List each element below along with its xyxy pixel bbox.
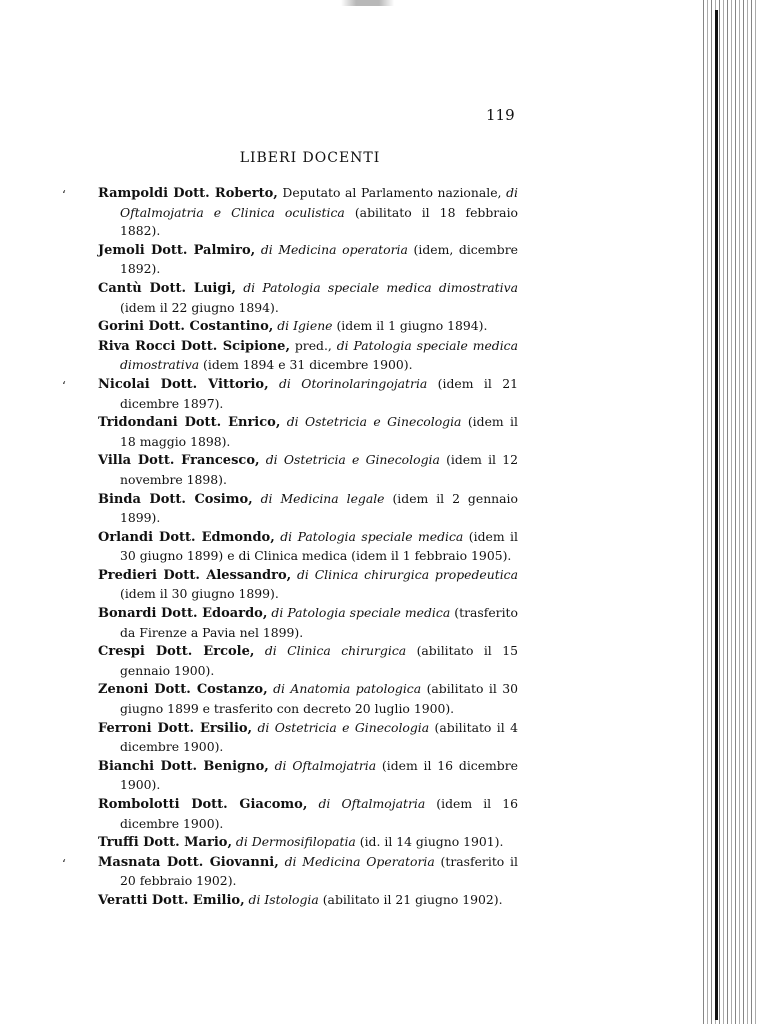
list-item (98, 680, 518, 718)
list-item (98, 279, 518, 317)
entry-subject: di Dermosifilopatia (235, 834, 356, 850)
entry-post: (idem, dicembre 1892). (120, 241, 518, 277)
entry-subject: di Ostetricia e Ginecologia (265, 452, 440, 468)
entry-subject: di Medicina Operatoria (284, 853, 435, 869)
entry-mark: ‘ (62, 188, 66, 202)
entry-name: Truffi Dott. Mario, (98, 835, 232, 851)
entry-post: (idem 1894 e 31 dicembre 1900). (199, 357, 413, 373)
entry-name: Tridondani Dott. Enrico, (98, 415, 281, 431)
list-item (98, 891, 518, 911)
entry-pre (269, 376, 279, 391)
entry-name: Villa Dott. Francesco, (98, 453, 260, 469)
book-page-edge (700, 0, 758, 1024)
entry-name: Predieri Dott. Alessandro, (98, 567, 292, 583)
entry-post: (idem il 21 dicembre 1897). (120, 375, 518, 411)
entry-subject: di Medicina legale (260, 490, 385, 506)
entry-pre (254, 643, 264, 658)
entry-subject: di Ostetricia e Ginecologia (257, 719, 430, 735)
entry-post: (idem il 30 giugno 1899) e di Clinica medica (idem il 1 febbraio 1905). (120, 528, 518, 564)
entry-name: Masnata Dott. Giovanni, (98, 854, 279, 870)
entry-name: Nicolai Dott. Vittorio, (98, 376, 269, 392)
entry-name: Riva Rocci Dott. Scipione, (98, 338, 290, 354)
list-item (98, 719, 518, 757)
list-item (98, 317, 518, 337)
entry-post: (abilitato il 18 febbraio 1882). (120, 204, 518, 239)
entry-name: Crespi Dott. Ercole, (98, 644, 255, 660)
entry-name: Jemoli Dott. Palmiro, (98, 242, 256, 258)
entry-post: (abilitato il 15 gennaio 1900). (120, 643, 518, 678)
list-item (62, 375, 518, 413)
entry-post: (id. il 14 giugno 1901). (355, 834, 504, 850)
entry-name: Orlandi Dott. Edmondo, (98, 529, 275, 545)
entry-subject: di Clinica chirurgica (264, 643, 407, 659)
list-item (98, 566, 518, 604)
page-number: 119 (486, 106, 515, 124)
entry-name: Bonardi Dott. Edoardo, (98, 606, 268, 622)
entry-name: Veratti Dott. Emilio, (98, 892, 245, 908)
entry-name: Bianchi Dott. Benigno, (98, 758, 269, 774)
entry-subject: di Igiene (277, 318, 333, 334)
entry-post: (idem il 30 giugno 1899). (120, 586, 279, 602)
entry-subject: di Oftalmojatria (274, 757, 377, 773)
entry-subject: di Otorinolaringojatria (279, 375, 428, 391)
entry-pre (253, 491, 261, 506)
entry-name: Rombolotti Dott. Giacomo, (98, 797, 308, 812)
list-item (98, 757, 518, 795)
page-heading: LIBERI DOCENTI (239, 150, 381, 166)
entry-mark: ʻ (62, 378, 66, 393)
entry-subject: di Patologia speciale medica dimostrativa (120, 337, 518, 373)
entry-post: (abilitato il 21 giugno 1902). (318, 891, 503, 907)
list-item (98, 490, 518, 528)
list-item (98, 413, 518, 451)
binding-shadow (715, 10, 718, 1020)
entry-post: (idem il 22 giugno 1894). (120, 299, 279, 315)
entry-pre: Deputato al Parlamento nazionale, (277, 185, 507, 200)
list-item (98, 337, 518, 375)
entry-name: Binda Dott. Cosimo, (98, 491, 253, 507)
list-item (62, 184, 518, 241)
page-top-edge (0, 0, 758, 6)
list-item (98, 642, 518, 680)
entry-post: (idem il 2 gennaio 1899). (120, 490, 518, 526)
entry-subject: di Ostetricia e Ginecologia (286, 414, 462, 430)
entry-subject: di Patologia speciale medica dimostrativa (243, 279, 518, 295)
entry-post: (abilitato il 4 dicembre 1900). (120, 719, 518, 755)
list-item (98, 241, 518, 279)
entry-subject: di Patologia speciale medica (280, 528, 464, 544)
entry-subject: di Anatomia patologica (273, 681, 422, 697)
entry-mark: ʻ (62, 856, 66, 871)
entry-post: (trasferito il 20 febbraio 1902). (120, 853, 518, 889)
entry-subject: di Oftalmojatria (318, 796, 426, 811)
entry-post: (idem il 16 dicembre 1900). (120, 757, 518, 793)
docenti-list (62, 184, 518, 911)
entry-post: (abilitato il 30 giugno 1899 e trasferito con decreto 20 luglio 1900). (120, 681, 518, 717)
entry-name: Zenoni Dott. Costanzo, (98, 682, 268, 698)
entry-post: (idem il 12 novembre 1898). (120, 452, 518, 487)
entry-post: (idem il 16 dicembre 1900). (120, 796, 518, 831)
list-item (98, 451, 518, 489)
entry-post: (trasferito da Firenze a Pavia nel 1899). (120, 605, 518, 640)
list-item (98, 528, 518, 566)
entry-pre (307, 796, 318, 811)
entry-name: Gorini Dott. Costantino, (98, 319, 274, 335)
entry-name: Rampoldi Dott. Roberto, (98, 186, 278, 201)
entry-name: Ferroni Dott. Ersilio, (98, 720, 253, 736)
entry-subject: di Istologia (248, 891, 319, 907)
entry-post: (idem il 1 giugno 1894). (332, 318, 488, 334)
list-item (98, 795, 518, 833)
entry-subject: di Patologia speciale medica (271, 605, 451, 621)
entry-subject: di Clinica chirurgica propedeutica (297, 566, 518, 582)
entry-name: Cantù Dott. Luigi, (98, 280, 236, 296)
list-item (98, 833, 518, 853)
list-item (98, 604, 518, 642)
list-item (62, 853, 518, 891)
entry-pre: pred., (289, 337, 337, 353)
entry-post: (idem il 18 maggio 1898). (120, 414, 518, 449)
entry-subject: di Medicina operatoria (260, 241, 408, 257)
entry-subject: di Oftalmojatria e Clinica oculistica (120, 185, 518, 220)
